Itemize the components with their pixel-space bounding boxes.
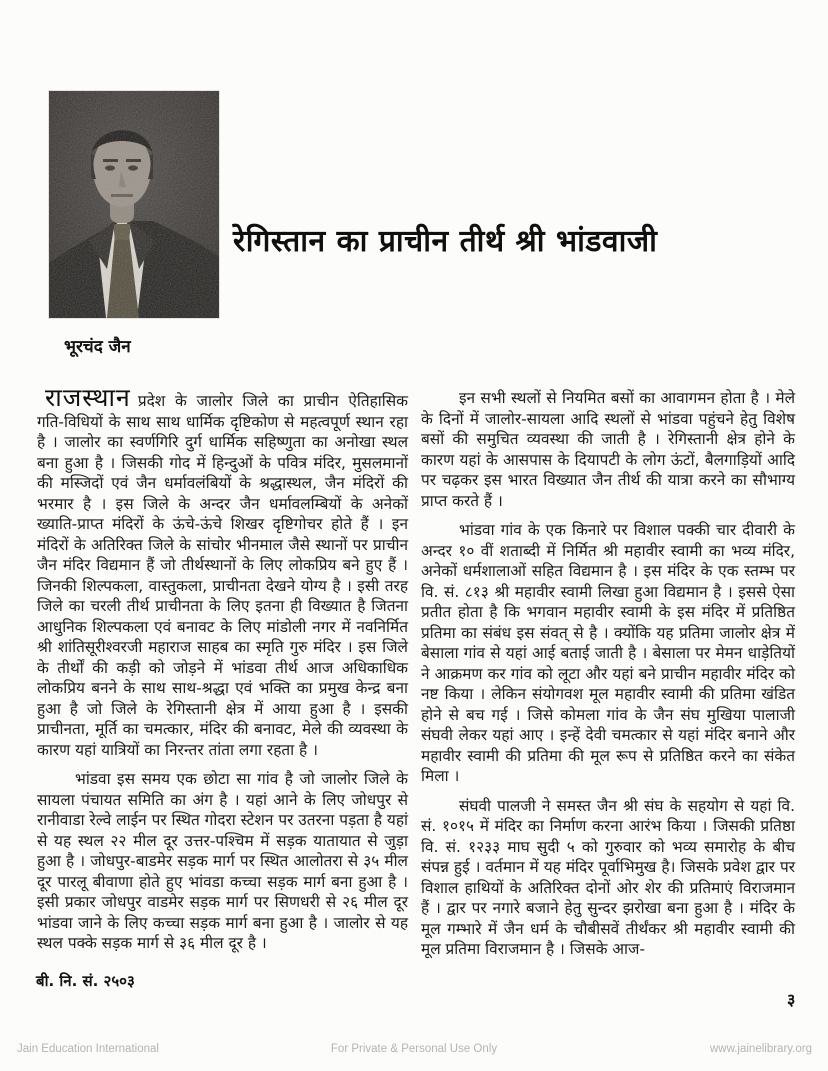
library-url: www.jainelibrary.org [709,1043,812,1055]
right-paragraph-3: संघवी पालजी ने समस्त जैन श्री संघ के सहयोग से यहां वि. सं. १०१५ में मंदिर का निर्माण करना आरंभ किया । जिसकी प्रतिष्ठा वि. सं. १२३३ माघ सुदी ५ को गुरुवार को भव्य समारोह के बीच संपन्न हुई । वर्तमान में यह मंदिर पूर्वाभिमुख है। जिसके प्रवेश द्वार पर विशाल हाथियों के अतिरिक्त दोनों ओर शेर की प्रतिमाएं विराजमान हैं । द्वार पर नगारे बजाने हेतु सुन्दर झरोखा बना हुआ है । मंदिर के मूल गम्भारे में जैन धर्म के चौबीसवें तीर्थंकर श्री महावीर स्वामी की मूल प्रतिमा विराजमान है । जिसके आज- [421,796,795,958]
imprint-line: बी. नि. सं. २५०३ [36,972,135,990]
portrait-illustration [49,91,219,318]
article-title: रेगिस्तान का प्राचीन तीर्थ श्री भांडवाजी [233,224,658,259]
usage-notice: For Private & Personal Use Only [330,1043,498,1055]
left-paragraph-2: भांडवा इस समय एक छोटा सा गांव है जो जालोर जिले के सायला पंचायत समिति का अंग है । यहां आने के लिए जोधपुर से रानीवाडा रेल्वे लाईन पर स्थित गोदरा स्टेशन पर उतरना पड़ता है यहां से यह स्थल २२ मील दूर उत्तर-पश्चिम में सड़क यातायात से जुड़ा हुआ है । जोधपुर-बाडमेर सड़क मार्ग पर स्थित आलोतरा से ३५ मील दूर पारलू बीवाणा होते हुए भांवडा कच्चा सड़क मार्ग बना हुआ है । इसी प्रकार जोधपुर वाडमेर सड़क मार्ग पर सिणधरी से २६ मील दूर भांडवा जाने के लिए कच्चा सड़क मार्ग बना हुआ है । जालोर से यह स्थल पक्के सड़क मार्ग से ३६ मील दूर है । [37,770,408,952]
author-portrait-photo [49,91,219,318]
lead-word: राजस्थान [45,383,131,412]
digitization-credit: Jain Education International [17,1043,159,1055]
left-column [37,383,408,954]
author-name: भूरचंद जैन [64,337,131,357]
page-number: ३ [787,990,796,1009]
right-column [421,388,795,960]
right-paragraph-2: भांडवा गांव के एक किनारे पर विशाल पक्की चार दीवारी के अन्दर १० वीं शताब्दी में निर्मित श्री महावीर स्वामी का भव्य मंदिर, अनेकों धर्मशालाओं सहित विद्यमान है । इस मंदिर के एक स्तम्भ पर वि. सं. ८१३ श्री महावीर स्वामी लिखा हुआ विद्यमान है । इससे ऐसा प्रतीत होता है कि भगवान महावीर स्वामी के इस मंदिर में प्रतिष्ठित प्रतिमा का संबंध इस संवत् से है । क्योंकि यह प्रतिमा जालोर क्षेत्र में बेसाला गांव से यहां आई बताई जाती है । बेसाला पर मेमन धाड़ेतियों ने आक्रमण कर गांव को लूटा और यहां बने प्राचीन महावीर मंदिर को नष्ट किया । लेकिन संयोगवश मूल महावीर स्वामी की प्रतिमा खंडित होने से बच गई । जिसे कोमला गांव के जैन संघ मुखिया पालाजी संघवी लेकर यहां आए । इन्हें देवी चमत्कार से यहां मंदिर बनाने और महावीर स्वामी की प्रतिमा की मूल रूप से प्रतिष्ठित करने का संकेत मिला । [421,521,795,785]
left-paragraph-1 [37,383,408,760]
right-paragraph-1: इन सभी स्थलों से नियमित बसों का आवागमन होता है । मेले के दिनों में जालोर-सायला आदि स्थलों से भांडवा पहुंचने हेतु विशेष बसों की समुचित व्यवस्था की जाती है । रेगिस्तानी क्षेत्र होने के कारण यहां के आसपास के दियापटी के लोग ऊंटों, बैलगाड़ियों आदि पर चढ़कर इस भारत विख्यात जैन तीर्थ की यात्रा करने का सौभाग्य प्राप्त करते हैं । [421,389,795,510]
left-paragraph-1-text: प्रदेश के जालोर जिले का प्राचीन ऐतिहासिक गति-विधियों के साथ साथ धार्मिक दृष्टिकोण से महत्वपूर्ण स्थान रहा है । जालोर का स्वर्णगिरि दुर्ग धार्मिक सहिष्णुता का अनोखा स्थल बना हुआ है । जिसकी गोद में हिन्दुओं के पवित्र मंदिर, मुसलमानों की मस्जिदों एवं जैन धर्मावलंबियों के श्रद्धास्थल, जैन मंदिरों की भरमार है । इस जिले के अन्दर जैन धर्मावलम्बियों के अनेकों ख्याति-प्राप्त मंदिरों के ऊंचे-ऊंचे शिखर दृष्टिगोचर होते हैं । इन मंदिरों के अतिरिक्त जिले के सांचोर भीनमाल जैसे स्थानों पर प्राचीन जैन मंदिर विद्यमान हैं जो तीर्थस्थानों के लिए लोकप्रिय बने हुए हैं । जिनकी शिल्पकला, वास्तुकला, प्राचीनता देखने योग्य है । इसी तरह जिले का चरली तीर्थ प्राचीनता के लिए इतना ही विख्यात है जितना आधुनिक शिल्पकला एवं बनावट के लिए मांडोली नगर में नवनिर्मित श्री शांतिसूरीश्वरजी महाराज साहब का स्मृति गुरु मंदिर । इस जिले के तीर्थों की कड़ी को जोड़ने में भांडवा तीर्थ आज अधिकाधिक लोकप्रिय बनने के साथ साथ-श्रद्धा एवं भक्ति का प्रमुख केन्द्र बना हुआ है जो जिले के रेगिस्तानी क्षेत्र में आया हुआ है । इसकी प्राचीनता, मूर्ति का चमत्कार, मंदिर की बनावट, मेले की व्यवस्था के कारण यहां यात्रियों का निरन्तर तांता लगा रहता है । [37,392,408,759]
